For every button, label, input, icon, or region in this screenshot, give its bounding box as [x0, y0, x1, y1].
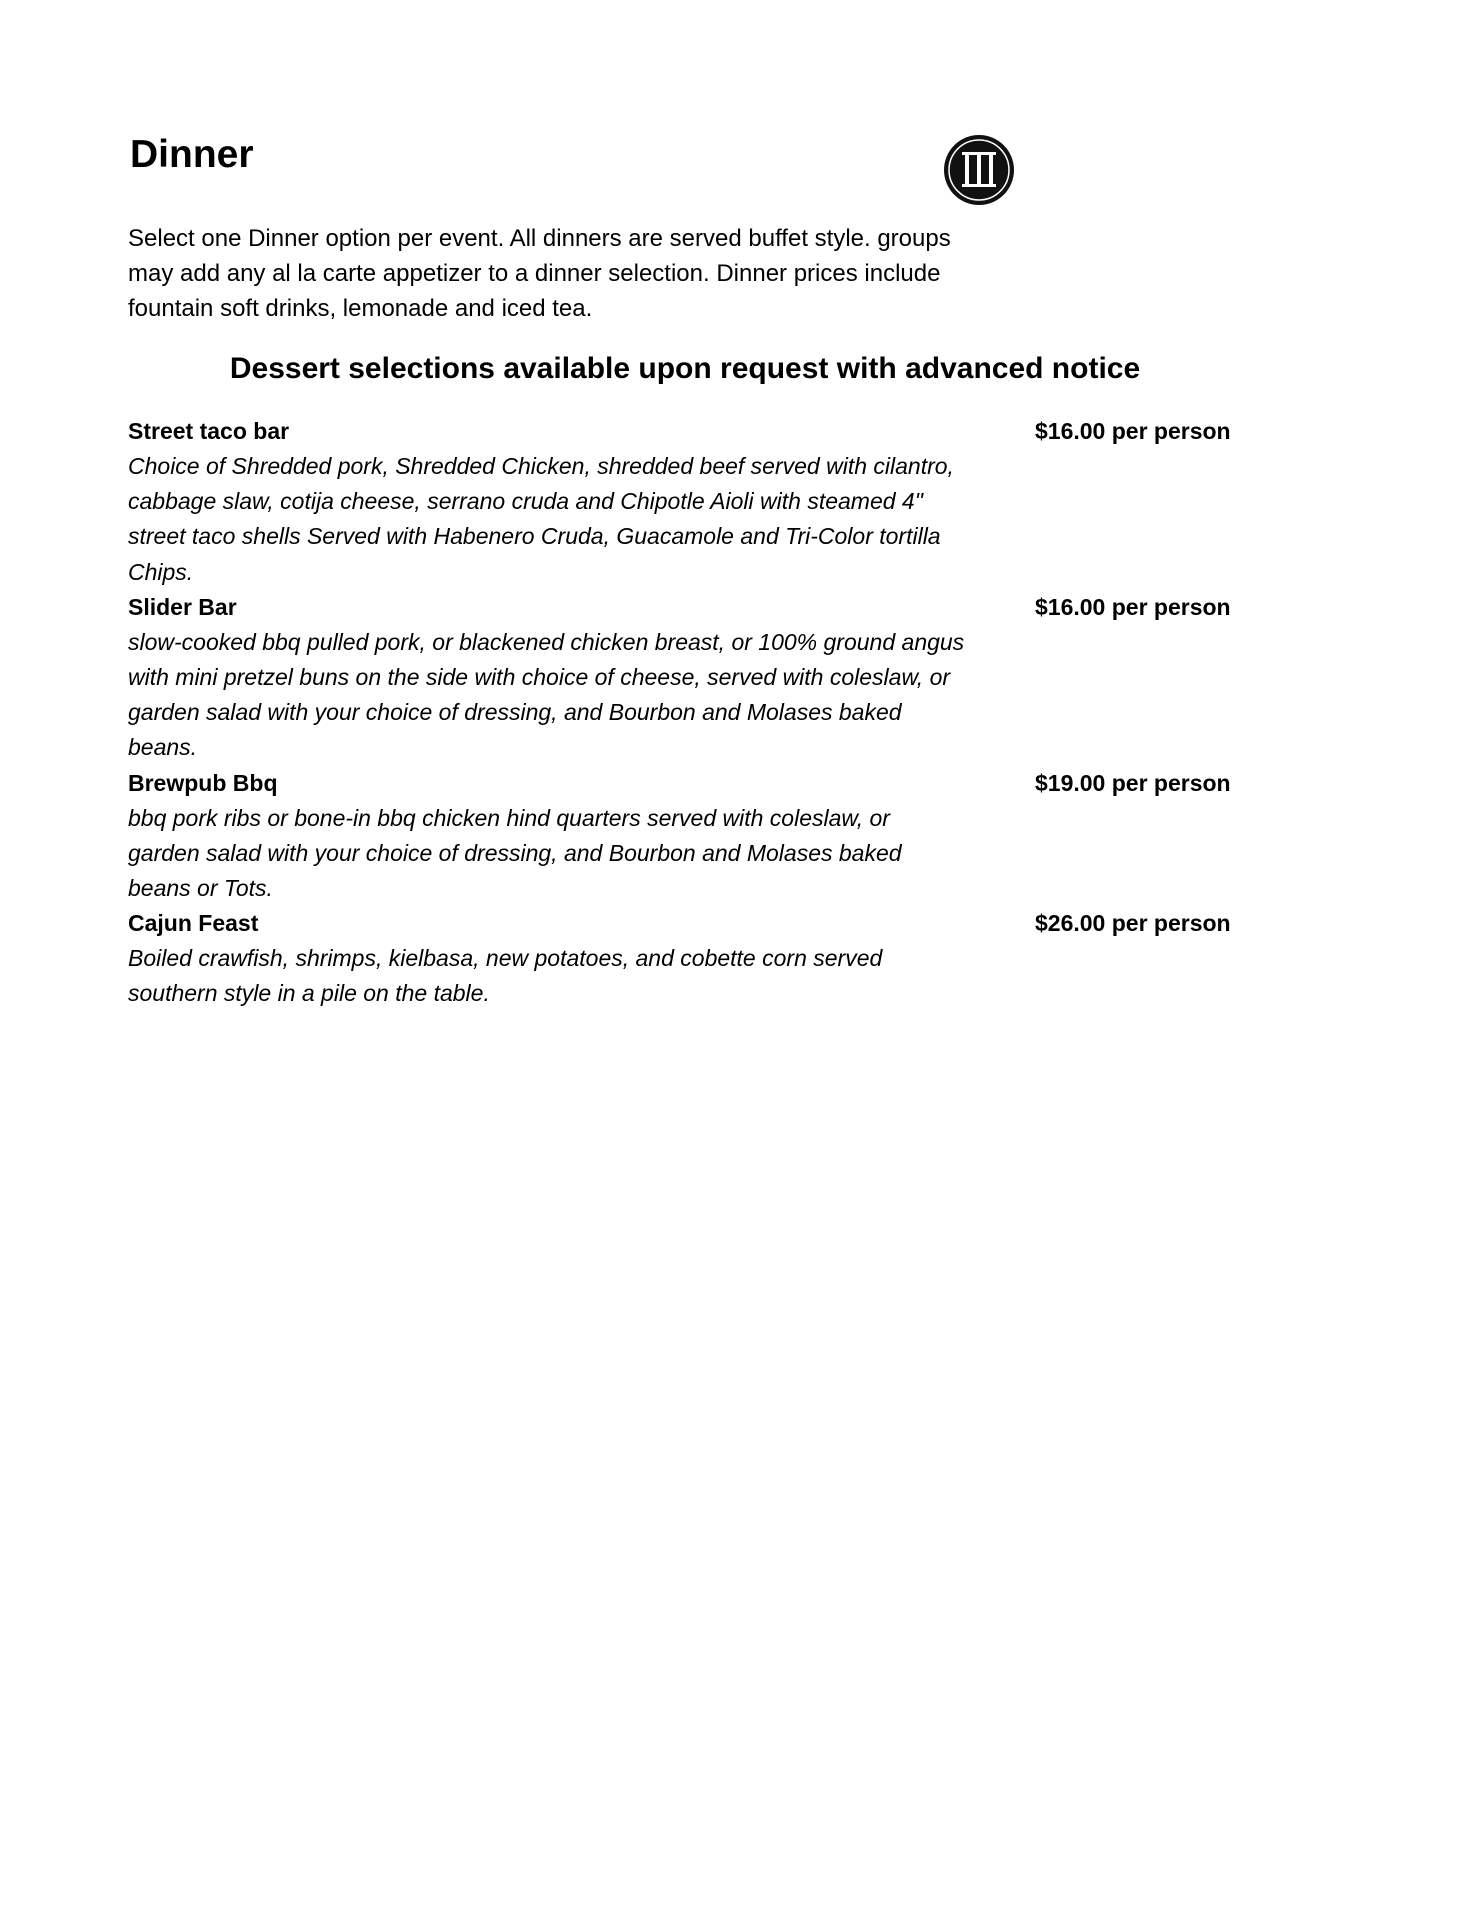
- menu-item-street-taco-bar: [128, 414, 1248, 590]
- page-title: Dinner: [130, 133, 254, 176]
- description-line: garden salad with your choice of dressing, and Bourbon and Molases baked: [128, 699, 902, 726]
- menu-item-name: Street taco bar: [128, 418, 290, 444]
- description-line: with mini pretzel buns on the side with choice of cheese, served with coleslaw, or: [128, 664, 951, 691]
- description-line: garden salad with your choice of dressing, and Bourbon and Molases baked: [128, 839, 902, 866]
- menu-item-description: [128, 941, 1248, 1011]
- description-line: cabbage slaw, cotija cheese, serrano cruda and Chipotle Aioli with steamed 4": [128, 488, 923, 515]
- intro-text: [128, 221, 1028, 326]
- menu-item-name: Brewpub Bbq: [128, 769, 278, 796]
- description-line: Choice of Shredded pork, Shredded Chicken, shredded beef served with cilantro,: [128, 453, 954, 479]
- menu-item-cajun-feast: [128, 906, 1248, 1011]
- intro-line: Select one Dinner option per event. All dinners are served buffet style. groups: [128, 225, 951, 252]
- description-line: Chips.: [128, 558, 194, 585]
- dinner-menu-list: [128, 414, 1248, 1012]
- menu-item-description: [128, 801, 1248, 907]
- menu-item-description: [128, 625, 1248, 766]
- dessert-notice-heading: [0, 349, 1370, 389]
- menu-item-name: Cajun Feast: [128, 910, 259, 937]
- description-line: street taco shells Served with Habenero Cruda, Guacamole and Tri-Color tortilla: [128, 523, 941, 550]
- menu-item-price: $16.00 per person: [1035, 418, 1231, 444]
- description-line: slow-cooked bbq pulled pork, or blackened chicken breast, or 100% ground angus: [128, 628, 965, 655]
- menu-item-price: $16.00 per person: [1035, 593, 1231, 620]
- intro-line: fountain soft drinks, lemonade and iced tea.: [128, 295, 593, 322]
- description-line: beans.: [128, 734, 198, 761]
- intro-line: may add any al la carte appetizer to a dinner selection. Dinner prices include: [128, 260, 941, 287]
- menu-item-name: Slider Bar: [128, 593, 237, 620]
- menu-item-brewpub-bbq: [128, 766, 1248, 907]
- description-line: beans or Tots.: [128, 875, 273, 902]
- menu-item-description: [128, 449, 1248, 590]
- menu-item-slider-bar: [128, 590, 1248, 766]
- menu-item-price: $19.00 per person: [1035, 769, 1231, 796]
- description-line: bbq pork ribs or bone-in bbq chicken hind quarters served with coleslaw, or: [128, 804, 890, 831]
- menu-item-price: $26.00 per person: [1035, 910, 1231, 937]
- description-line: southern style in a pile on the table.: [128, 980, 490, 1007]
- pub-logo-icon: [943, 134, 1015, 206]
- description-line: Boiled crawfish, shrimps, kielbasa, new potatoes, and cobette corn served: [128, 945, 883, 972]
- dessert-notice-text: Dessert selections available upon request with advanced notice: [229, 352, 1141, 385]
